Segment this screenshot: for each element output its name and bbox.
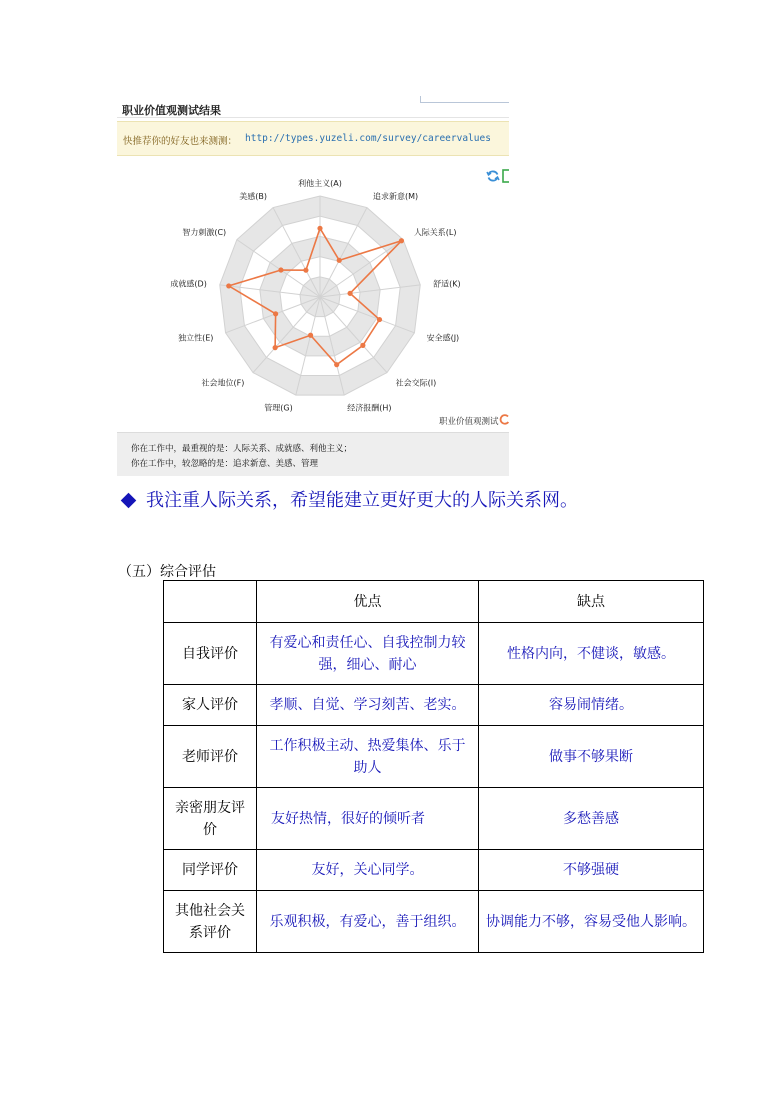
radar-point <box>273 311 278 316</box>
radar-point <box>278 267 283 272</box>
table-row <box>164 850 704 891</box>
panel-top-tab <box>420 96 509 103</box>
radar-point <box>377 317 382 322</box>
header-cell-cons: 缺点 <box>479 581 704 623</box>
career-values-screenshot <box>117 96 509 476</box>
table-row <box>164 685 704 726</box>
row-label: 其他社会关系评价 <box>164 891 257 953</box>
note-text: 我注重人际关系，希望能建立更好更大的人际关系网。 <box>146 490 578 511</box>
row-label: 家人评价 <box>164 685 257 726</box>
radar-category-label: 智力刺激(C) <box>182 228 227 238</box>
summary-box <box>117 432 509 476</box>
con-cell: 做事不够果断 <box>479 726 704 788</box>
row-label: 自我评价 <box>164 623 257 685</box>
radar-point <box>273 345 278 350</box>
radar-category-label: 舒适(K) <box>433 279 461 289</box>
radar-point <box>303 268 308 273</box>
summary-line-ignored: 你在工作中，较忽略的是：追求新意、美感、管理 <box>131 459 319 469</box>
radar-point <box>337 258 342 263</box>
pro-cell: 有爱心和责任心、自我控制力较强，细心、耐心 <box>257 623 479 685</box>
radar-point <box>317 226 322 231</box>
radar-point <box>347 291 352 296</box>
radar-category-label: 独立性(E) <box>178 333 214 343</box>
con-cell: 容易闹情绪。 <box>479 685 704 726</box>
section-title: （五）综合评估 <box>118 564 216 580</box>
share-link[interactable]: http://types.yuzeli.com/survey/careervalues <box>245 133 491 144</box>
radar-category-label: 管理(G) <box>264 403 293 413</box>
diamond-bullet-icon <box>121 492 137 508</box>
table-row <box>164 726 704 788</box>
table-row <box>164 623 704 685</box>
con-cell: 不够强硬 <box>479 850 704 891</box>
pro-cell: 友好，关心同学。 <box>257 850 479 891</box>
summary-line-important: 你在工作中，最重视的是：人际关系、成就感、利他主义； <box>131 444 353 454</box>
radar-category-label: 美感(B) <box>239 192 268 202</box>
radar-chart <box>117 162 509 432</box>
divider <box>117 117 509 118</box>
radar-point <box>226 283 231 288</box>
brand-label: 职业价值观测试 <box>439 417 499 427</box>
row-label: 亲密朋友评价 <box>164 788 257 850</box>
radar-point <box>360 343 365 348</box>
note-line <box>120 486 578 512</box>
radar-category-label: 社会交际(I) <box>395 378 437 388</box>
table-row <box>164 891 704 953</box>
radar-category-label: 人际关系(L) <box>413 228 457 238</box>
share-text: 快推荐你的好友也来测测： <box>123 136 238 147</box>
panel-title: 职业价值观测试结果 <box>122 104 221 117</box>
radar-category-label: 安全感(J) <box>426 333 460 343</box>
table-header-row <box>164 581 704 623</box>
row-label: 老师评价 <box>164 726 257 788</box>
con-cell: 性格内向，不健谈，敏感。 <box>479 623 704 685</box>
radar-point <box>308 333 313 338</box>
pro-cell: 工作积极主动、热爱集体、乐于助人 <box>257 726 479 788</box>
pro-cell: 乐观积极，有爱心，善于组织。 <box>257 891 479 953</box>
con-cell: 多愁善感 <box>479 788 704 850</box>
pro-cell: 友好热情，很好的倾听者 <box>257 788 479 850</box>
header-cell-pros: 优点 <box>257 581 479 623</box>
evaluation-table <box>163 580 704 953</box>
radar-category-label: 利他主义(A) <box>298 179 342 188</box>
radar-category-label: 社会地位(F) <box>201 378 245 388</box>
table-row <box>164 788 704 850</box>
radar-category-label: 经济报酬(H) <box>347 403 392 413</box>
row-label: 同学评价 <box>164 850 257 891</box>
radar-category-label: 追求新意(M) <box>372 192 419 202</box>
share-bar <box>117 121 509 156</box>
radar-point <box>334 362 339 367</box>
spinner-icon <box>499 414 509 425</box>
con-cell: 协调能力不够，容易受他人影响。 <box>479 891 704 953</box>
pro-cell: 孝顺、自觉、学习刻苦、老实。 <box>257 685 479 726</box>
radar-category-label: 成就感(D) <box>170 279 207 289</box>
radar-point <box>399 238 404 243</box>
header-cell-empty <box>164 581 257 623</box>
